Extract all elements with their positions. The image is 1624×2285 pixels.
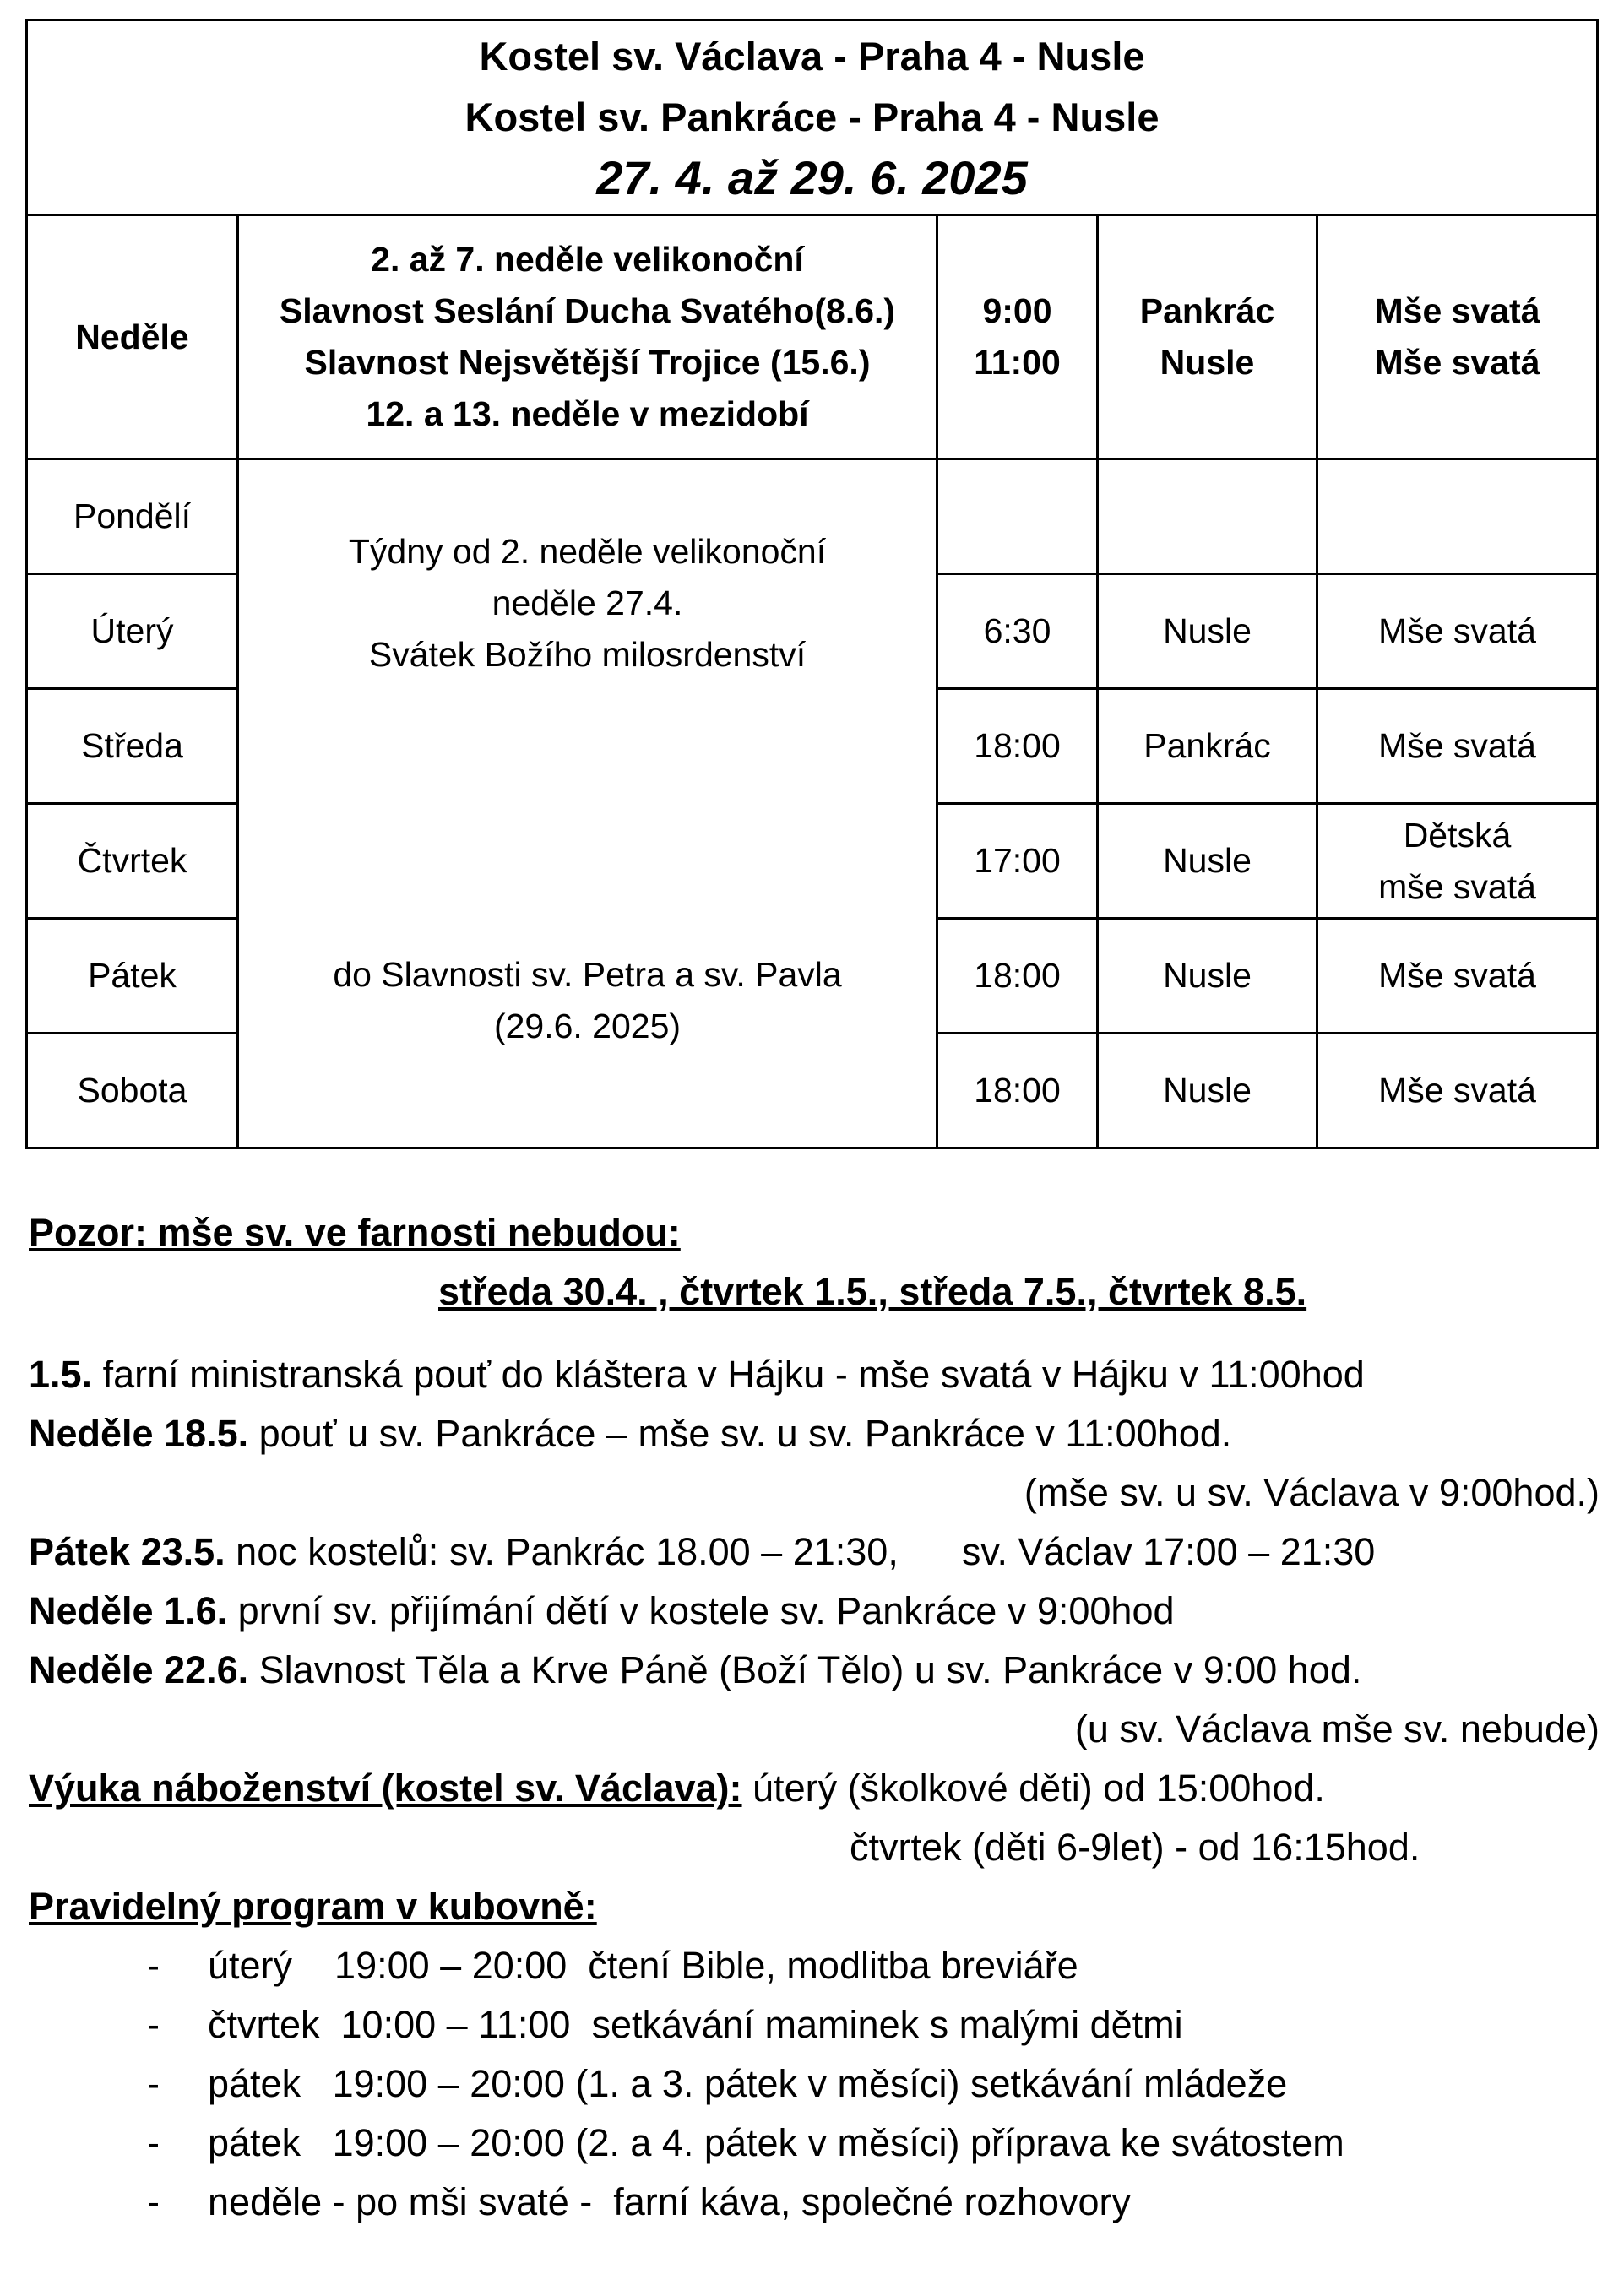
time-cell: 18:00	[937, 1034, 1098, 1148]
type-cell	[1317, 459, 1598, 574]
program-title: Pravidelný program v kubovně:	[29, 1885, 597, 1928]
notice-title: Pozor: mše sv. ve farnosti nebudou:	[29, 1211, 681, 1254]
place-cell: Nusle	[1098, 919, 1317, 1034]
day-cell: Neděle	[27, 215, 238, 459]
list-item: - pátek 19:00 – 20:00 (1. a 3. pátek v měsíci) setkávání mládeže	[147, 2062, 1288, 2105]
day-cell: Pátek	[27, 919, 238, 1034]
day-cell: Středa	[27, 689, 238, 804]
type-cell: Dětská mše svatá	[1317, 804, 1598, 919]
week-note: Týdny od 2. neděle velikonoční neděle 27.4. Svátek Božího milosrdenství do Slavnosti sv. Petra a sv. Pavla (29.6. 2025)	[238, 459, 937, 1148]
time-cell: 6:30	[937, 574, 1098, 689]
place-cell: Pankrác Nusle	[1098, 215, 1317, 459]
church-1: Kostel sv. Václava - Praha 4 - Nusle	[479, 34, 1145, 79]
church-2: Kostel sv. Pankráce - Praha 4 - Nusle	[464, 95, 1160, 139]
place-cell	[1098, 459, 1317, 574]
place-cell: Pankrác	[1098, 689, 1317, 804]
sunday-description: 2. až 7. neděle velikonoční Slavnost Seslání Ducha Svatého(8.6.) Slavnost Nejsvětější Trojice (15.6.) 12. a 13. neděle v mezidobí	[238, 215, 937, 459]
sunday-row	[27, 215, 1598, 459]
table-header	[27, 20, 1598, 215]
type-cell: Mše svatá	[1317, 1034, 1598, 1148]
notes-section	[29, 1203, 1616, 2232]
lessons-line: Výuka náboženství (kostel sv. Václava): úterý (školkové děti) od 15:00hod.	[29, 1767, 1325, 1810]
type-cell: Mše svatá	[1317, 574, 1598, 689]
time-cell: 17:00	[937, 804, 1098, 919]
day-cell: Úterý	[27, 574, 238, 689]
place-cell: Nusle	[1098, 804, 1317, 919]
list-item: - pátek 19:00 – 20:00 (2. a 4. pátek v měsíci) příprava ke svátostem	[147, 2121, 1344, 2164]
lessons-line: čtvrtek (děti 6-9let) - od 16:15hod.	[850, 1826, 1420, 1869]
time-cell	[937, 459, 1098, 574]
lessons-title: Výuka náboženství (kostel sv. Václava):	[29, 1767, 742, 1810]
event-line: (mše sv. u sv. Václava v 9:00hod.)	[1024, 1471, 1600, 1514]
type-cell: Mše svatá	[1317, 919, 1598, 1034]
day-cell: Pondělí	[27, 459, 238, 574]
list-item: - neděle - po mši svaté - farní káva, společné rozhovory	[147, 2180, 1132, 2223]
event-line: Pátek 23.5. noc kostelů: sv. Pankrác 18.00 – 21:30, sv. Václav 17:00 – 21:30	[29, 1530, 1376, 1573]
event-line: (u sv. Václava mše sv. nebude)	[1074, 1707, 1600, 1750]
day-cell: Sobota	[27, 1034, 238, 1148]
place-cell: Nusle	[1098, 1034, 1317, 1148]
event-line: Neděle 1.6. první sv. přijímání dětí v kostele sv. Pankráce v 9:00hod	[29, 1589, 1175, 1632]
event-line: Neděle 22.6. Slavnost Těla a Krve Páně (Boží Tělo) u sv. Pankráce v 9:00 hod.	[29, 1648, 1362, 1691]
time-cell: 18:00	[937, 689, 1098, 804]
time-cell: 18:00	[937, 919, 1098, 1034]
table-row	[27, 459, 1598, 574]
schedule-table	[25, 19, 1599, 1149]
event-line: Neděle 18.5. pouť u sv. Pankráce – mše sv. u sv. Pankráce v 11:00hod.	[29, 1412, 1232, 1455]
list-item: - úterý 19:00 – 20:00 čtení Bible, modlitba breviáře	[147, 1944, 1078, 1987]
day-cell: Čtvrtek	[27, 804, 238, 919]
list-item: - čtvrtek 10:00 – 11:00 setkávání maminek s malými dětmi	[147, 2003, 1183, 2046]
place-cell: Nusle	[1098, 574, 1317, 689]
type-cell: Mše svatá	[1317, 689, 1598, 804]
notice-dates: středa 30.4. , čtvrtek 1.5., středa 7.5., čtvrtek 8.5.	[438, 1270, 1307, 1313]
event-line: 1.5. farní ministranská pouť do kláštera v Hájku - mše svatá v Hájku v 11:00hod	[29, 1353, 1365, 1396]
date-range: 27. 4. až 29. 6. 2025	[596, 151, 1028, 204]
time-cell: 9:00 11:00	[937, 215, 1098, 459]
type-cell: Mše svatá Mše svatá	[1317, 215, 1598, 459]
